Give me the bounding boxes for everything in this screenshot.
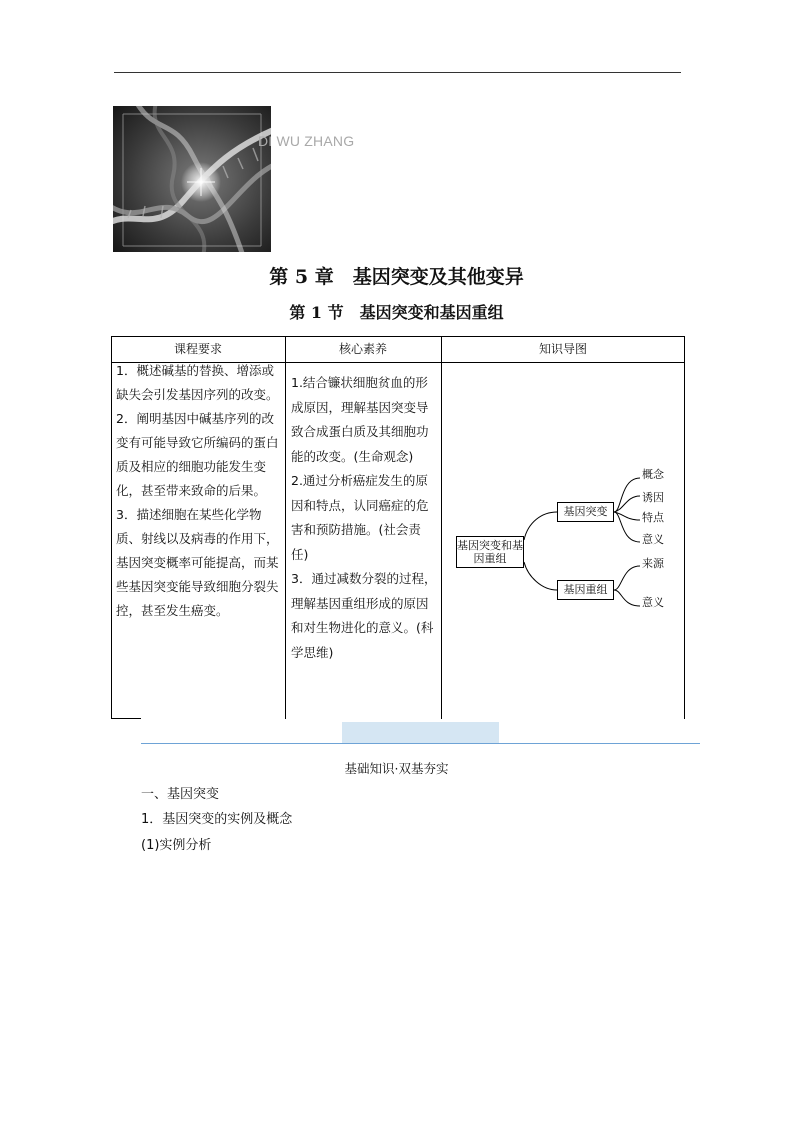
- header-course-requirements: 课程要求: [173, 342, 222, 356]
- header-core-literacy: 核心素养: [338, 342, 387, 356]
- dna-helix-image: [113, 106, 271, 252]
- mindmap-leaf-concept: 概念: [642, 468, 664, 481]
- mindmap-leaf-significance: 意义: [642, 533, 664, 546]
- literacy-item: 3．通过减数分裂的过程，理解基因重组形成的原因和对生物进化的意义。(科学思维): [291, 571, 437, 660]
- requirements-column: [116, 359, 279, 623]
- chapter-title: 第 5 章 基因突变及其他变异: [269, 266, 524, 288]
- chapter-pinyin: DI WU ZHANG: [258, 133, 355, 149]
- section-banner-tab: [342, 722, 499, 743]
- header-rule: [114, 72, 681, 73]
- literacy-item: 2.通过分析癌症发生的原因和特点，认同癌症的危害和预防措施。(社会责任): [291, 473, 429, 562]
- header-knowledge-map: 知识导图: [538, 342, 587, 356]
- section-banner-title: 基础知识·双基夯实: [344, 761, 449, 776]
- mindmap-leaf-source: 来源: [642, 557, 664, 570]
- mindmap-branch-recombination: 基因重组: [557, 580, 614, 600]
- heading-gene-mutation: 一、基因突变: [141, 787, 220, 802]
- requirement-item: 3．描述细胞在某些化学物质、射线以及病毒的作用下，基因突变概率可能提高，而某些基因突变能导致细胞分裂失控，甚至发生癌变。: [116, 507, 279, 618]
- literacy-item: 1.结合镰状细胞贫血的形成原因，理解基因突变导致合成蛋白质及其细胞功能的改变。(生命观念): [291, 375, 429, 464]
- requirement-item: 1．概述碱基的替换、增添或缺失会引发基因序列的改变。: [116, 363, 279, 402]
- mindmap-root: 基因突变和基因重组: [456, 536, 524, 568]
- section-title: 第 1 节 基因突变和基因重组: [289, 303, 504, 322]
- mindmap-leaf-feature: 特点: [642, 511, 664, 524]
- heading-case-analysis: (1)实例分析: [141, 838, 212, 853]
- mindmap-leaf-recomb-significance: 意义: [642, 596, 664, 609]
- requirement-item: 2．阐明基因中碱基序列的改变有可能导致它所编码的蛋白质及相应的细胞功能发生变化，甚至带来致命的后果。: [116, 411, 279, 498]
- mindmap-branch-mutation: 基因突变: [557, 502, 614, 522]
- knowledge-mindmap: [442, 362, 685, 719]
- mindmap-leaf-cause: 诱因: [642, 491, 664, 504]
- literacy-column: [291, 371, 437, 665]
- heading-examples-and-concept: 1．基因突变的实例及概念: [141, 812, 293, 827]
- section-banner-line: [141, 743, 700, 744]
